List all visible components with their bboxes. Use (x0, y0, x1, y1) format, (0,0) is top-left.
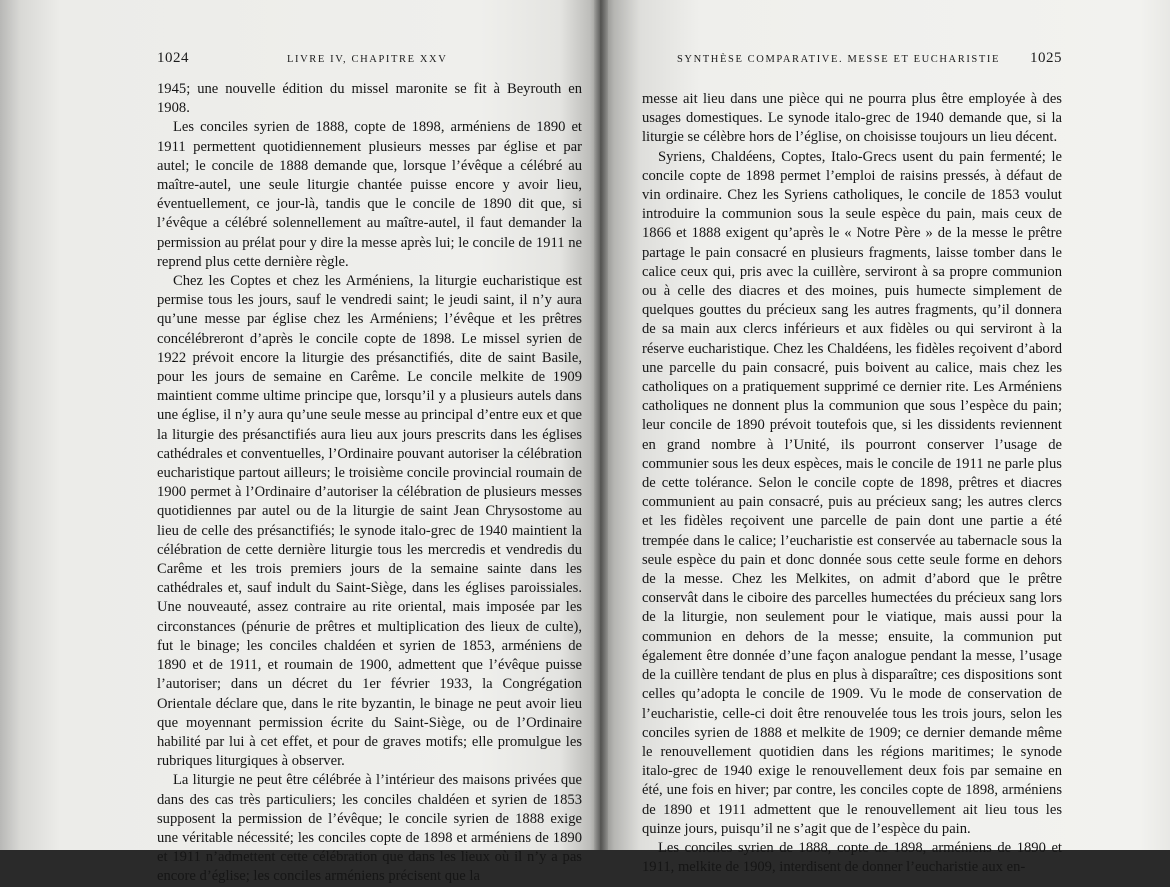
right-page-number: 1025 (1030, 50, 1062, 66)
right-running-head (630, 50, 1062, 70)
left-page-number: 1024 (157, 50, 189, 66)
left-running-head (157, 50, 582, 70)
left-paragraph-4: La liturgie ne peut être célébrée à l’intérieur des maisons privées que dans des cas très particuliers; les conciles chaldéen et syrien de 1853 supposent la permission de l’évêque; le concile syrien de 1888 exige une véritable nécessité; les conciles copte de 1898 et arméniens de 1890 et 1911 n’admettent cette célébration que dans les lieux où il n’y a pas encore d’église; les conciles arméniens précisent que la (157, 772, 582, 885)
right-body-text (642, 90, 1062, 877)
right-paragraph-1: messe ait lieu dans une pièce qui ne pourra plus être employée à des usages domestiques. Le synode italo-grec de 1940 demande que, si la liturgie se célèbre hors de l’église, on choisisse toujours un lieu décent. (642, 91, 1062, 146)
right-page (600, 0, 1170, 876)
left-paragraph-2: Les conciles syrien de 1888, copte de 1898, arméniens de 1890 et 1911 permettent quotidiennement plusieurs messes par église et par autel; le concile de 1888 demande que, lorsque l’évêque a célébré au maître-autel, une seule liturgie chantée puisse encore y avoir lieu, éventuellement, ce jour-là, tandis que le concile de 1890 dit que, si l’évêque a célébré solennellement au maître-autel, il faut demander la permission au prélat pour y dire la messe après lui; le concile de 1911 ne reprend plus cette dernière règle. (157, 119, 582, 270)
right-paragraph-3: Les conciles syrien de 1888, copte de 1898, arméniens de 1890 et 1911, melkite de 1909, interdisent de donner l’eucharistie aux en- (642, 839, 1062, 876)
right-paragraph-2: Syriens, Chaldéens, Coptes, Italo-Grecs usent du pain fermenté; le concile copte de 1898 permet l’emploi de raisins pressés, à défaut de vin ordinaire. Chez les Syriens catholiques, le concile de 1853 voulut introduire la communion sous la seule espèce du pain, mais ceux de 1866 et 1888 exigent qu’après le « Notre Père » de la messe le prêtre partage le pain consacré en plusieurs fragments, laisse tomber dans le calice ceux qui, pris avec la cuillère, serviront à sa propre communion ou à celle des diacres et des moines, puis humecte simplement de quelques gouttes du précieux sang les autres fragments, qu’il donnera de sa main aux clercs inférieurs et aux fidèles ou qui serviront à la réserve eucharistique. Chez les Chaldéens, les fidèles reçoivent d’abord une parcelle du pain consacré, puis boivent au calice, mais chez les catholiques on a pratiquement supprimé ce dernier rite. Les Arméniens catholiques ne donnent plus la communion que sous l’espèce du pain; leur concile de 1890 prévoit toutefois que, si les dissidents reviennent en grand nombre à l’Unité, ils pourront conserver l’usage de communier sous les deux espèces, mais le concile de 1911 ne parle plus de cette tolérance. Selon le concile copte de 1898, prêtres et diacres communient au pain consacré, puis au précieux sang; les autres clercs et les fidèles reçoivent une parcelle de pain dont une partie a été trempée dans le calice; l’eucharistie est conservée au tabernacle sous la seule espèce du pain et donc donnée sous cette seule forme en dehors de la messe. Chez les Melkites, on admit d’abord que le prêtre conservât dans le ciboire des parcelles humectées du précieux sang lors de la liturgie, non seulement pour le viatique, mais aussi pour la communion en dehors de la messe; ensuite, la communion put également être donnée d’une façon analogue pendant la messe, l’usage de la cuillère tendant de plus en plus à disparaître; ces dispositions sont celles qu’adopta le concile de 1909. Vu le mode de conservation de l’eucharistie, celle-ci doit être renouvelée tous les trois jours, selon les conciles syrien de 1888 et melkite de 1909; ce dernier demande même le renouvellement quotidien dans les régions maritimes; le synode italo-grec de 1940 exige le renouvellement deux fois par semaine en été, une fois en hiver; par contre, les conciles copte de 1898, arméniens de 1890 et 1911 admettent que le renouvellement ait lieu tous les quinze jours, puisqu’il ne s’agit que de l’espèce du pain. (642, 148, 1062, 837)
left-running-title: LIVRE IV, CHAPITRE XXV (287, 54, 448, 65)
left-paragraph-1: 1945; une nouvelle édition du missel maronite se fit à Beyrouth en 1908. (157, 81, 582, 117)
left-body-text (157, 80, 582, 887)
right-running-title: SYNTHÈSE COMPARATIVE. MESSE ET EUCHARISTIE (676, 54, 1000, 65)
book-gutter-shadow (594, 0, 608, 850)
left-paragraph-3: Chez les Coptes et chez les Arméniens, la liturgie eucharistique est permise tous les jours, sauf le vendredi saint; le jeudi saint, il n’y aura qu’une messe par église chez les Arméniens; l’évêque et les prêtres concélébreront d’après le concile copte de 1898. Le missel syrien de 1922 prévoit encore la liturgie des présanctifiés, dite de saint Basile, pour les jours de semaine en Carême. Le concile melkite de 1909 maintient comme ultime principe que, lorsqu’il y a plusieurs autels dans une église, il n’y aura qu’une seule messe au principal d’entre eux et que la liturgie des présanctifiés aura lieu aux jours prescrits dans les églises cathédrales et conventuelles, l’Ordinaire pouvant autoriser la célébration eucharistique partout ailleurs; le troisième concile provincial roumain de 1900 permet à l’Ordinaire d’autoriser la célébration de plusieurs messes quotidiennes par autel ou de la liturgie de saint Jean Chrysostome au lieu de celle des présanctifiés; le synode italo-grec de 1940 maintient la célébration de cette dernière liturgie tous les mercredis et vendredis du Carême et les trois premiers jours de la semaine sainte dans les cathédrales et, sauf indult du Saint-Siège, dans les églises paroissiales. Une nouveauté, assez contraire au rite oriental, mais imposée par les circonstances (pénurie de prêtres et multiplication des lieux de culte), fut le binage; les conciles chaldéen et syrien de 1853, arméniens de 1890 et de 1911, et roumain de 1900, admettent que l’évêque puisse l’autoriser; dans un décret du 1er février 1933, la Congrégation Orientale déclare que, dans le rite byzantin, le binage ne peut avoir lieu que moyennant permission écrite du Saint-Siège, ou de l’Ordinaire habilité par lui à cet effet, et pour de graves motifs; elle promulgue les rubriques liturgiques à observer. (157, 273, 582, 770)
